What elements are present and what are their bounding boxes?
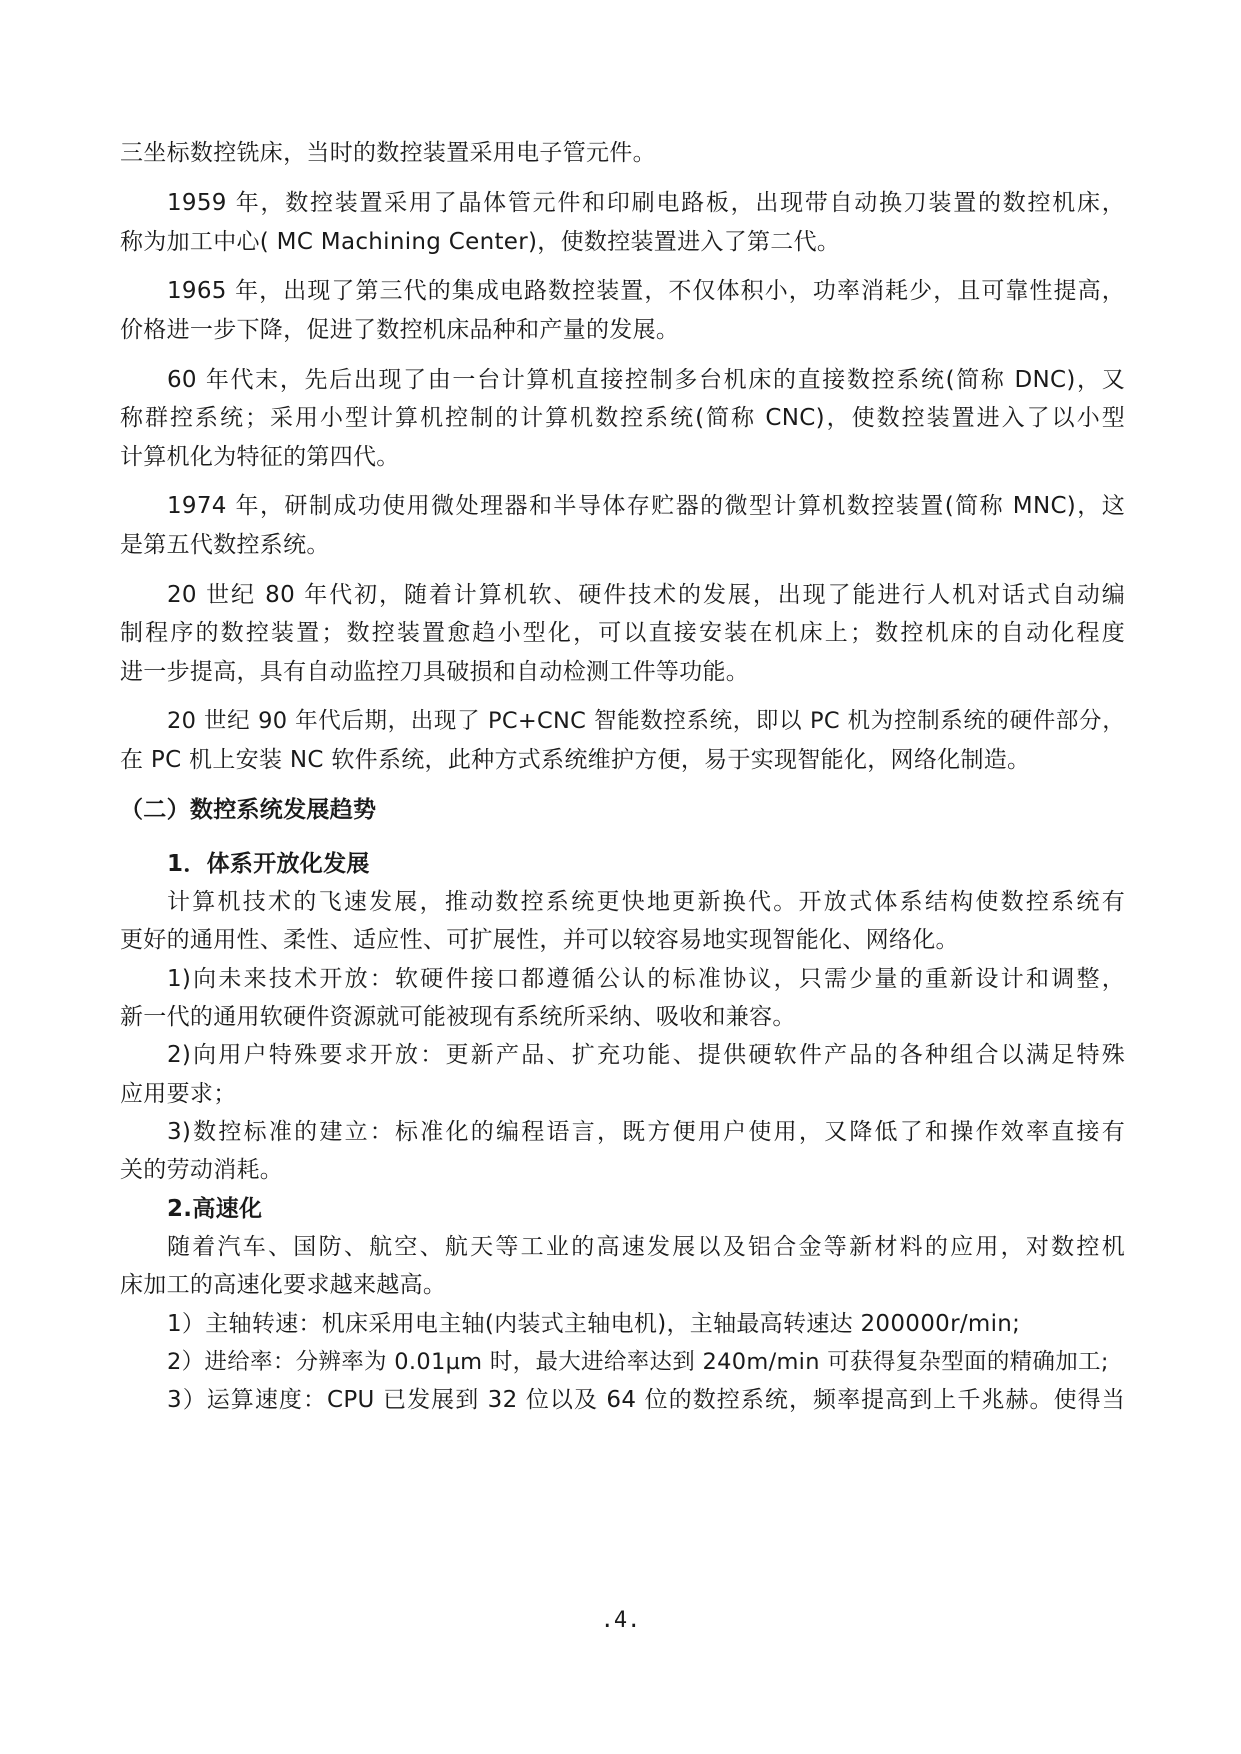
subsection-heading: 2.高速化 [167, 1196, 263, 1222]
paragraph-line: 应用要求； [120, 1081, 237, 1107]
paragraph-line: 称群控系统；采用小型计算机控制的计算机数控系统(简称 CNC)，使数控装置进入了以小型 [120, 405, 1125, 431]
paragraph-line: 是第五代数控系统。 [120, 532, 330, 558]
paragraph-line: 1965 年，出现了第三代的集成电路数控装置，不仅体积小，功率消耗少，且可靠性提高， [167, 278, 1125, 304]
subsection-heading: 1．体系开放化发展 [167, 851, 370, 877]
paragraph-line: 1974 年，研制成功使用微处理器和半导体存贮器的微型计算机数控装置(简称 MNC)，这 [167, 493, 1125, 519]
paragraph-line: 三坐标数控铣床，当时的数控装置采用电子管元件。 [120, 140, 656, 166]
paragraph-line: 新一代的通用软硬件资源就可能被现有系统所采纳、吸收和兼容。 [120, 1004, 796, 1030]
paragraph-line: 进一步提高，具有自动监控刀具破损和自动检测工件等功能。 [120, 659, 750, 685]
paragraph-line: 称为加工中心( MC Machining Center)，使数控装置进入了第二代。 [120, 229, 841, 255]
paragraph-line: 制程序的数控装置；数控装置愈趋小型化，可以直接安装在机床上；数控机床的自动化程度 [120, 620, 1125, 646]
paragraph-line: 1959 年，数控装置采用了晶体管元件和印刷电路板，出现带自动换刀装置的数控机床， [167, 190, 1125, 216]
paragraph-line: 2)向用户特殊要求开放：更新产品、扩充功能、提供硬软件产品的各种组合以满足特殊 [167, 1042, 1125, 1068]
paragraph-line: 计算机技术的飞速发展，推动数控系统更快地更新换代。开放式体系结构使数控系统有 [167, 889, 1125, 915]
paragraph-line: 20 世纪 80 年代初，随着计算机软、硬件技术的发展，出现了能进行人机对话式自动编 [167, 582, 1125, 608]
paragraph-line: 更好的通用性、柔性、适应性、可扩展性，并可以较容易地实现智能化、网络化。 [120, 927, 959, 953]
paragraph-line: 关的劳动消耗。 [120, 1157, 284, 1183]
paragraph-line: 3)数控标准的建立：标准化的编程语言，既方便用户使用，又降低了和操作效率直接有 [167, 1119, 1125, 1145]
paragraph-line: 60 年代末，先后出现了由一台计算机直接控制多台机床的直接数控系统(简称 DNC)，又 [167, 367, 1125, 393]
paragraph-line: 1)向未来技术开放：软硬件接口都遵循公认的标准协议，只需少量的重新设计和调整， [167, 966, 1125, 992]
paragraph-line: 1）主轴转速：机床采用电主轴(内装式主轴电机)，主轴最高转速达 200000r/min; [167, 1311, 1021, 1337]
paragraph-line: 床加工的高速化要求越来越高。 [120, 1272, 447, 1298]
paragraph-line: 在 PC 机上安装 NC 软件系统，此种方式系统维护方便，易于实现智能化，网络化制造。 [120, 747, 1031, 773]
paragraph-line: 20 世纪 90 年代后期，出现了 PC+CNC 智能数控系统，即以 PC 机为控制系统的硬件部分， [167, 708, 1125, 734]
paragraph-line: 3）运算速度：CPU 已发展到 32 位以及 64 位的数控系统，频率提高到上千兆赫。使得当 [167, 1387, 1125, 1413]
section-heading: （二）数控系统发展趋势 [120, 797, 377, 823]
paragraph-line: 随着汽车、国防、航空、航天等工业的高速发展以及铝合金等新材料的应用，对数控机 [167, 1234, 1125, 1260]
page-number: .4. [600, 1608, 641, 1633]
paragraph-line: 计算机化为特征的第四代。 [120, 444, 400, 470]
paragraph-line: 价格进一步下降，促进了数控机床品种和产量的发展。 [120, 317, 680, 343]
paragraph-line: 2）进给率：分辨率为 0.01µm 时，最大进给率达到 240m/min 可获得复杂型面的精确加工; [167, 1349, 1109, 1375]
